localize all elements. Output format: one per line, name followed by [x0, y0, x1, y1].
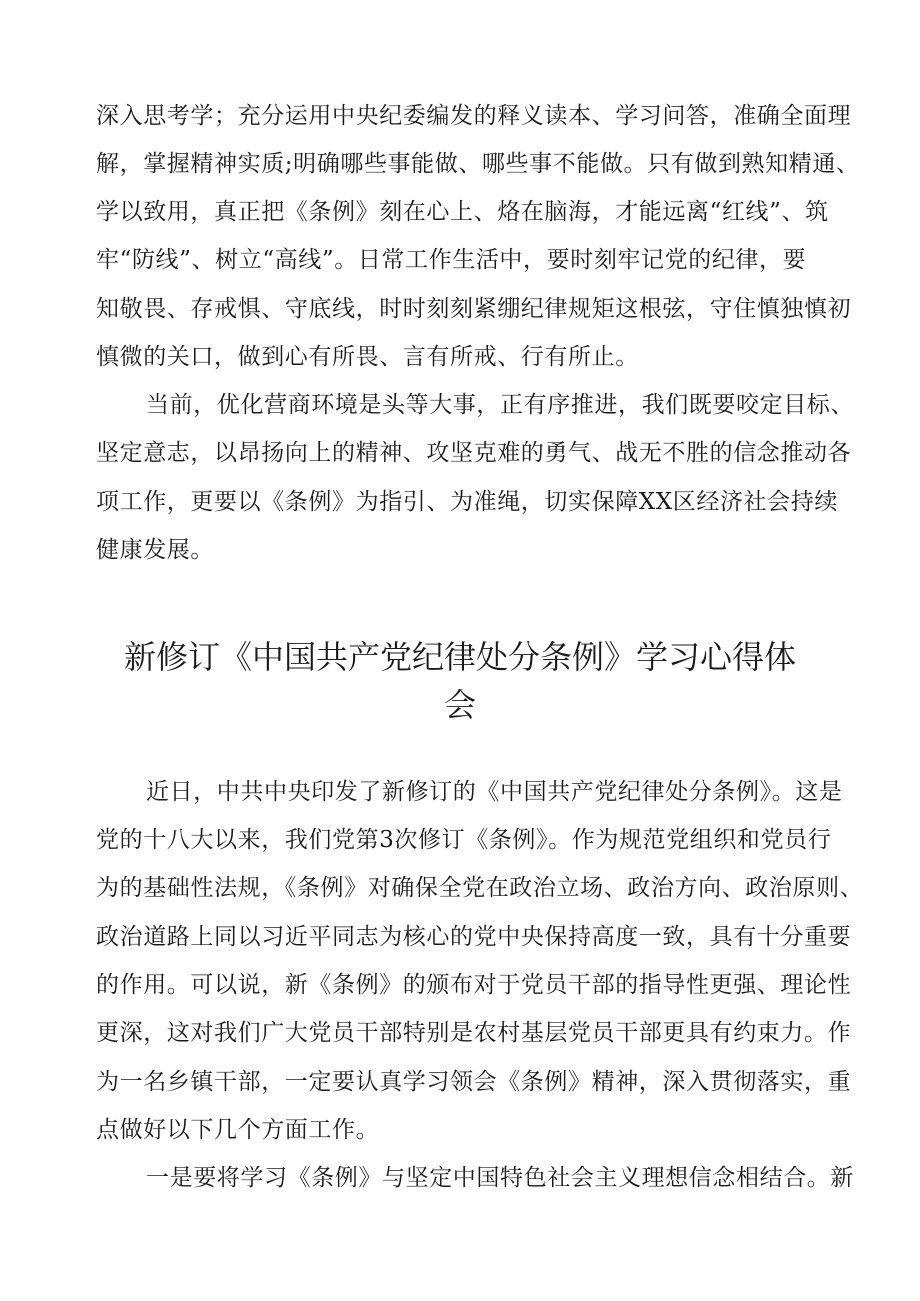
paragraph-line: 党的十八大以来，我们党第3次修订《条例》。作为规范党组织和党员行 [96, 827, 832, 853]
paragraph-line: 的作用。可以说，新《条例》的颁布对于党员干部的指导性更强、理论性 [96, 972, 852, 998]
paragraph-line: 健康发展。 [96, 537, 214, 563]
paragraph-line: 更深，这对我们广大党员干部特别是农村基层党员干部更具有约束力。作 [96, 1020, 852, 1046]
paragraph-line: 政治道路上同以习近平同志为核心的党中央保持高度一致，具有十分重要 [96, 924, 852, 950]
paragraph-line: 近日，中共中央印发了新修订的《中国共产党纪律处分条例》。这是 [146, 779, 843, 805]
paragraph-line: 牢“防线”、树立“高线”。日常工作生活中，要时刻牢记党的纪律，要 [96, 247, 807, 273]
paragraph-line: 解，掌握精神实质;明确哪些事能做、哪些事不能做。只有做到熟知精通、 [96, 151, 860, 177]
paragraph-line: 项工作，更要以《条例》为指引、为准绳，切实保障XX区经济社会持续 [96, 489, 838, 515]
paragraph-line: 学以致用，真正把《条例》刻在心上、烙在脑海，才能远离“红线”、筑 [96, 199, 829, 225]
article-title: 新修订《中国共产党纪律处分条例》学习心得体 [123, 638, 796, 676]
paragraph-line: 为一名乡镇干部，一定要认真学习领会《条例》精神，深入贯彻落实，重 [96, 1069, 852, 1095]
paragraph-line: 深入思考学；充分运用中央纪委编发的释义读本、学习问答，准确全面理 [96, 103, 852, 129]
paragraph-line: 坚定意志，以昂扬向上的精神、攻坚克难的勇气、战无不胜的信念推动各 [96, 440, 852, 466]
paragraph-line: 为的基础性法规，《条例》对确保全党在政治立场、政治方向、政治原则、 [96, 875, 864, 901]
paragraph-line: 点做好以下几个方面工作。 [96, 1117, 380, 1143]
paragraph-line: 当前，优化营商环境是头等大事，正有序推进，我们既要咬定目标、 [146, 392, 854, 418]
paragraph-line: 一是要将学习《条例》与坚定中国特色社会主义理想信念相结合。新 [146, 1165, 854, 1191]
article-title-continued: 会 [443, 686, 476, 724]
paragraph-line: 知敬畏、存戒惧、守底线，时时刻刻紧绷纪律规矩这根弦，守住慎独慎初 [96, 296, 852, 322]
paragraph-line: 慎微的关口，做到心有所畏、言有所戒、行有所止。 [96, 344, 639, 370]
